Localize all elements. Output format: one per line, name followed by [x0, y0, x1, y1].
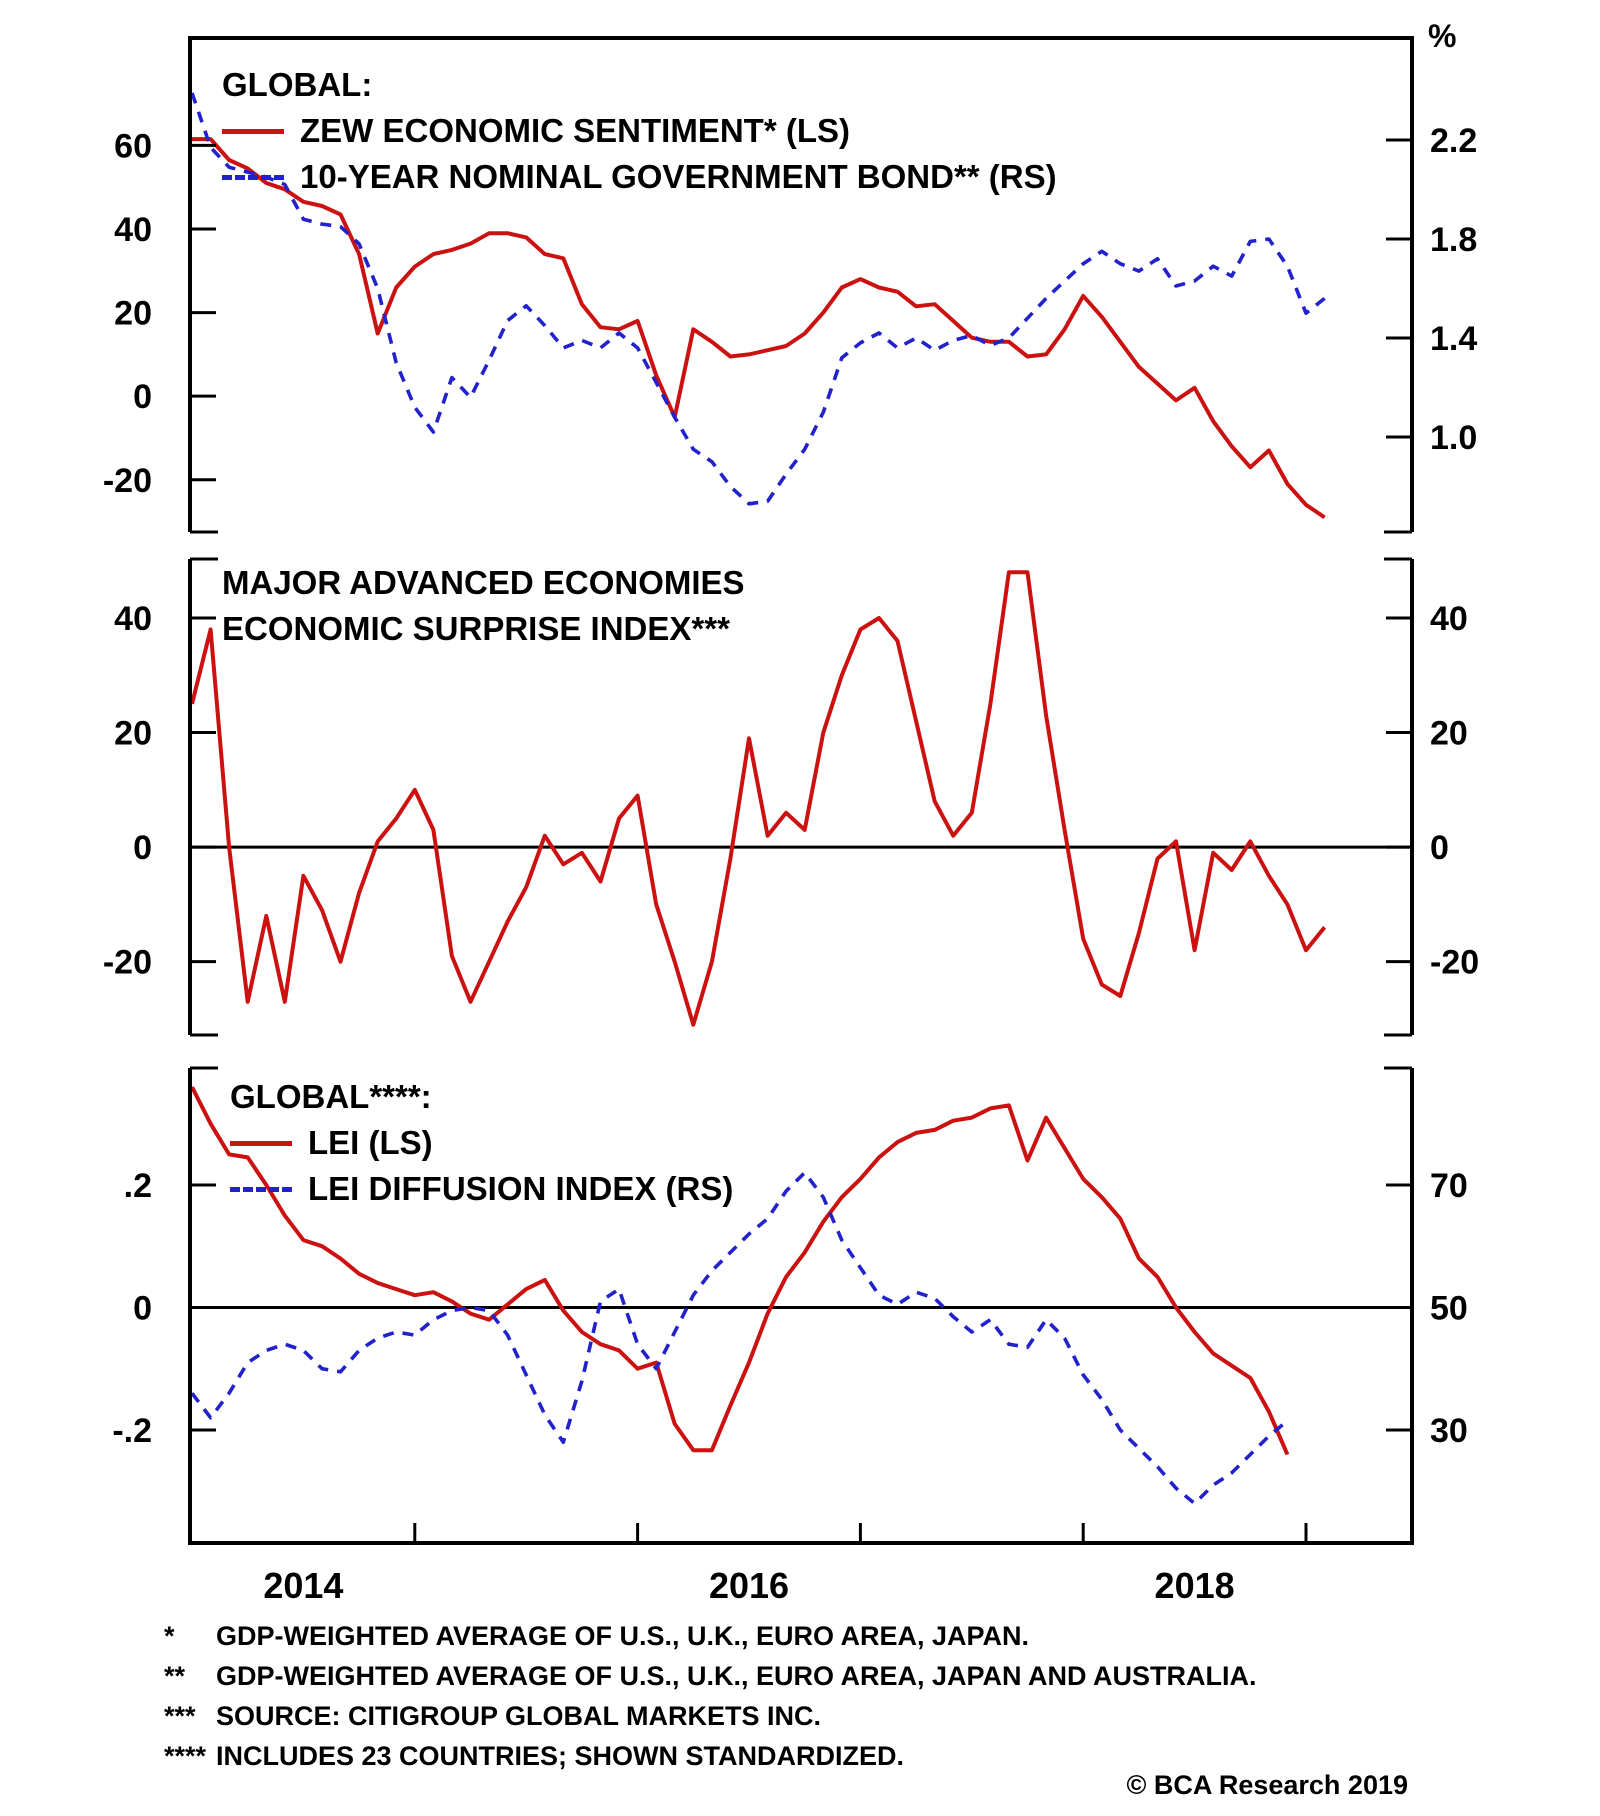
middle-left-tick-label: -20 — [102, 943, 152, 982]
legend-item-diffusion-label: LEI DIFFUSION INDEX (RS) — [308, 1170, 734, 1207]
bottom-left-tick-label: 0 — [133, 1289, 152, 1328]
legend-item-lei — [230, 1120, 733, 1166]
footnote-1-marker: * — [164, 1620, 175, 1651]
footnote-3 — [164, 1696, 1257, 1736]
footnote-4-text: INCLUDES 23 COUNTRIES; SHOWN STANDARDIZED. — [216, 1740, 905, 1771]
middle-left-tick-label: 20 — [114, 714, 152, 753]
legend-item-bond — [222, 154, 1057, 200]
top-panel-legend — [222, 62, 1057, 200]
middle-panel-title-line2 — [222, 606, 745, 652]
red-solid-line-swatch-icon — [230, 1141, 292, 1146]
top-right-tick-label: 2.2 — [1430, 121, 1478, 160]
bottom-right-tick-label: 30 — [1430, 1411, 1468, 1450]
bottom-panel-legend-title: GLOBAL****: — [230, 1078, 432, 1115]
middle-panel-title — [222, 560, 745, 652]
x-axis-year-label: 2014 — [263, 1565, 344, 1606]
bottom-left-tick-label: -.2 — [112, 1411, 152, 1450]
top-left-tick-label: 60 — [114, 127, 152, 166]
footnote-2-marker: ** — [164, 1660, 186, 1691]
top-panel-legend-title-row — [222, 62, 1057, 108]
bottom-panel-legend — [230, 1074, 733, 1212]
legend-item-zew — [222, 108, 1057, 154]
bottom-panel-legend-title-row — [230, 1074, 733, 1120]
middle-left-tick-label: 0 — [133, 829, 152, 868]
legend-item-lei-label: LEI (LS) — [308, 1124, 433, 1161]
bottom-right-tick-label: 50 — [1430, 1289, 1468, 1328]
footnote-3-text: SOURCE: CITIGROUP GLOBAL MARKETS INC. — [216, 1700, 822, 1731]
bottom-left-tick-label: .2 — [123, 1166, 152, 1205]
middle-left-tick-label: 40 — [114, 599, 152, 638]
top-left-tick-label: -20 — [102, 461, 152, 500]
top-panel-legend-title: GLOBAL: — [222, 66, 373, 103]
legend-item-diffusion — [230, 1166, 733, 1212]
top-left-tick-label: 40 — [114, 210, 152, 249]
top-right-tick-label: 1.0 — [1430, 418, 1478, 457]
bottom-right-tick-label: 70 — [1430, 1166, 1468, 1205]
copyright-notice: © BCA Research 2019 — [1126, 1770, 1408, 1800]
footnote-1-text: GDP-WEIGHTED AVERAGE OF U.S., U.K., EURO AREA, JAPAN. — [216, 1620, 1030, 1651]
middle-right-tick-label: 40 — [1430, 599, 1468, 638]
footnote-2 — [164, 1656, 1257, 1696]
legend-item-bond-label: 10-YEAR NOMINAL GOVERNMENT BOND** (RS) — [300, 158, 1057, 195]
middle-panel-title-line1 — [222, 560, 745, 606]
top-right-tick-label: 1.4 — [1430, 319, 1478, 358]
footnote-4 — [164, 1736, 1257, 1776]
footnote-4-marker: **** — [164, 1740, 207, 1771]
footnote-3-marker: *** — [164, 1700, 196, 1731]
x-axis-year-label: 2018 — [1154, 1565, 1235, 1606]
legend-item-zew-label: ZEW ECONOMIC SENTIMENT* (LS) — [300, 112, 850, 149]
middle-right-tick-label: -20 — [1430, 943, 1480, 982]
x-axis-year-label: 2016 — [708, 1565, 790, 1606]
top-left-tick-label: 0 — [133, 378, 152, 417]
footnote-1 — [164, 1616, 1257, 1656]
middle-title-text-1: MAJOR ADVANCED ECONOMIES — [222, 564, 745, 601]
middle-right-tick-label: 0 — [1430, 829, 1449, 868]
blue-dashed-line-swatch-icon — [222, 175, 284, 180]
top-right-tick-label: 1.8 — [1430, 220, 1478, 259]
top-left-tick-label: 20 — [114, 294, 152, 333]
right-axis-unit-label: % — [1428, 18, 1457, 54]
middle-title-text-2: ECONOMIC SURPRISE INDEX*** — [222, 610, 730, 647]
footnote-2-text: GDP-WEIGHTED AVERAGE OF U.S., U.K., EURO AREA, JAPAN AND AUSTRALIA. — [216, 1660, 1257, 1691]
footnotes — [164, 1616, 1257, 1776]
red-solid-line-swatch-icon — [222, 129, 284, 134]
middle-right-tick-label: 20 — [1430, 714, 1468, 753]
blue-dashed-line-swatch-icon — [230, 1187, 292, 1192]
